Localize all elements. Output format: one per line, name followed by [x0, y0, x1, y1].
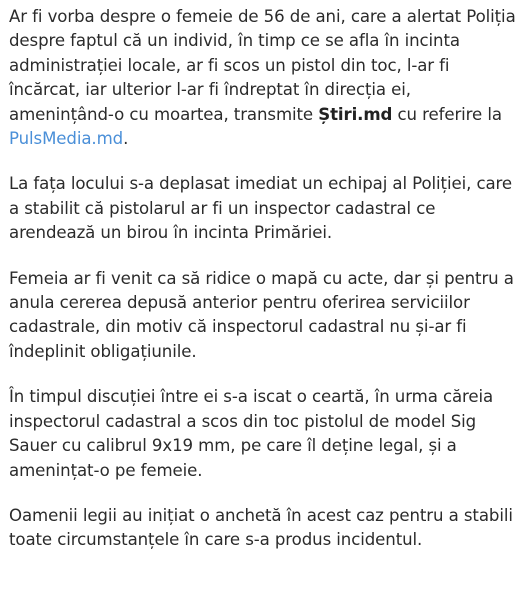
paragraph-2: La fața locului s-a deplasat imediat un echipaj al Poliției, care a stabilit că pistolarul ar fi un inspector cadastral ce arendează un birou în incinta Primăriei. [9, 174, 513, 243]
source-name: Știri.md [318, 104, 393, 124]
article-body [9, 5, 519, 553]
paragraph-3: Femeia ar fi venit ca să ridice o mapă cu acte, dar și pentru a anula cererea depusă anterior pentru oferirea serviciilor cadastrale, din motiv că inspectorul cadastral nu și-ar fi îndeplinit obligațiunile. [9, 268, 514, 361]
paragraph-1 [9, 5, 519, 151]
paragraph-1-text: Ar fi vorba despre o femeie de 56 de ani, care a alertat Poliția despre faptul că un individ, în timp ce se afla în incinta administrației locale, ar fi scos un pistol din toc, l-ar fi încărcat, iar ulterior l-ar fi îndreptat în direcția ei, amenințând-o cu moartea, transmite [9, 7, 516, 124]
paragraph-4: În timpul discuției între ei s-a iscat o ceartă, în urma căreia inspectorul cadastral a scos din toc pistolul de model Sig Sauer cu calibrul 9x19 mm, pe care îl deține legal, și a amenințat-o pe femeie. [9, 387, 494, 480]
paragraph-1-text-end: . [123, 129, 129, 149]
source-link[interactable]: PulsMedia.md [9, 129, 124, 149]
paragraph-5: Oamenii legii au inițiat o anchetă în acest caz pentru a stabili toate circumstanțele în care s-a produs incidentul. [9, 505, 513, 550]
paragraph-1-text-middle: cu referire la [392, 104, 502, 124]
